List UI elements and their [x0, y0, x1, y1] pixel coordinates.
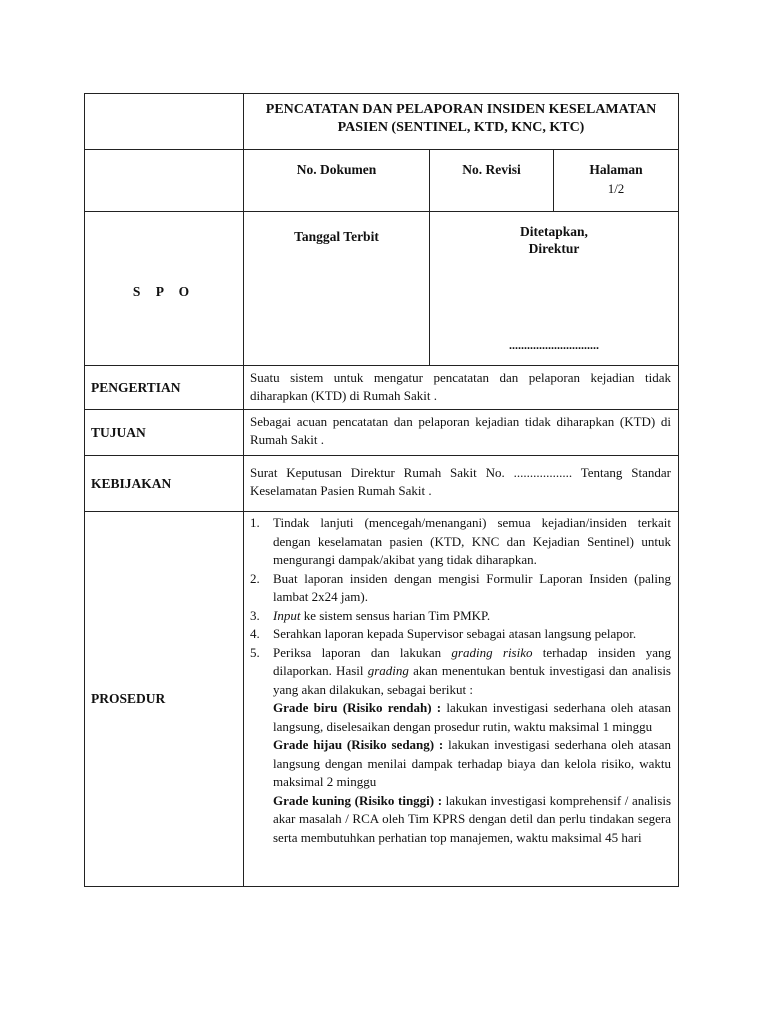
direktur-label: Direktur — [528, 241, 580, 256]
signature-line: .............................. — [509, 338, 599, 352]
list-item: 1. Tindak lanjuti (mencegah/menangani) semua kejadian/insiden terkait dengan keselamatan pasien (KTD, KNC dan Kejadian Sentinel) untuk mengurangi dampak/akibat yang tidak diharapkan. — [250, 515, 671, 567]
kebijakan-label: KEBIJAKAN — [85, 456, 244, 512]
prosedur-label: PROSEDUR — [85, 512, 244, 887]
list-item: 4. Serahkan laporan kepada Supervisor sebagai atasan langsung pelapor. — [250, 626, 637, 641]
tujuan-text: Sebagai acuan pencatatan dan pelaporan kejadian tidak diharapkan (KTD) di Rumah Sakit . — [244, 410, 679, 456]
kebijakan-text: Surat Keputusan Direktur Rumah Sakit No. .................. Tentang Standar Keselamatan Pasien Rumah Sakit . — [244, 456, 679, 512]
spo-table — [84, 93, 679, 887]
logo-cell — [85, 94, 244, 150]
ditetapkan-cell — [430, 212, 679, 366]
list-item: 2. Buat laporan insiden dengan mengisi Formulir Laporan Insiden (paling lambat 2x24 jam). — [250, 570, 671, 604]
list-item: 3. Input ke sistem sensus harian Tim PMKP. — [250, 607, 491, 623]
grade-biru: Grade biru (Risiko rendah) : lakukan investigasi sederhana oleh atasan langsung, diselesaikan dengan prosedur rutin, waktu maksimal 1 minggu — [273, 700, 672, 734]
halaman-label: Halaman — [589, 162, 643, 177]
no-dokumen-label: No. Dokumen — [296, 162, 377, 177]
no-revisi-cell — [430, 150, 554, 212]
spo-document — [84, 93, 678, 887]
list-item: 5. Periksa laporan dan lakukan grading risiko terhadap insiden yang dilaporkan. Hasil grading akan menentukan bentuk investigasi dan analisis yang akan dilakukan, sebagai berikut : — [250, 644, 671, 697]
halaman-value: 1/2 — [607, 181, 625, 196]
no-revisi-label: No. Revisi — [462, 162, 521, 177]
prosedur-content — [244, 512, 679, 887]
grade-hijau: Grade hijau (Risiko sedang) : lakukan investigasi sederhana oleh atasan langsung dengan menilai dampak terhadap biaya dan kelola risiko, waktu maksimal 2 minggu — [273, 737, 671, 789]
prosedur-list — [250, 514, 671, 699]
tanggal-terbit-label: Tanggal Terbit — [294, 229, 379, 244]
logo-cell-lower — [85, 150, 244, 212]
grade-kuning: Grade kuning (Risiko tinggi) : lakukan investigasi komprehensif / analisis akar masalah / RCA oleh Tim KPRS dengan detil dan perlu tindakan segera serta membutuhkan perhatian top manajemen, waktu maksimal 45 hari — [273, 792, 671, 845]
pengertian-text: Suatu sistem untuk mengatur pencatatan dan pelaporan kejadian tidak diharapkan (KTD) di Rumah Sakit . — [244, 366, 679, 410]
no-dokumen-cell — [244, 150, 430, 212]
document-title: PENCATATAN DAN PELAPORAN INSIDEN KESELAMATAN PASIEN (SENTINEL, KTD, KNC, KTC) — [244, 94, 679, 150]
halaman-cell — [554, 150, 679, 212]
pengertian-label: PENGERTIAN — [85, 366, 244, 410]
tujuan-label: TUJUAN — [85, 410, 244, 456]
tanggal-terbit-cell — [244, 212, 430, 366]
ditetapkan-label: Ditetapkan, — [520, 224, 588, 239]
spo-label: S P O — [85, 212, 244, 366]
